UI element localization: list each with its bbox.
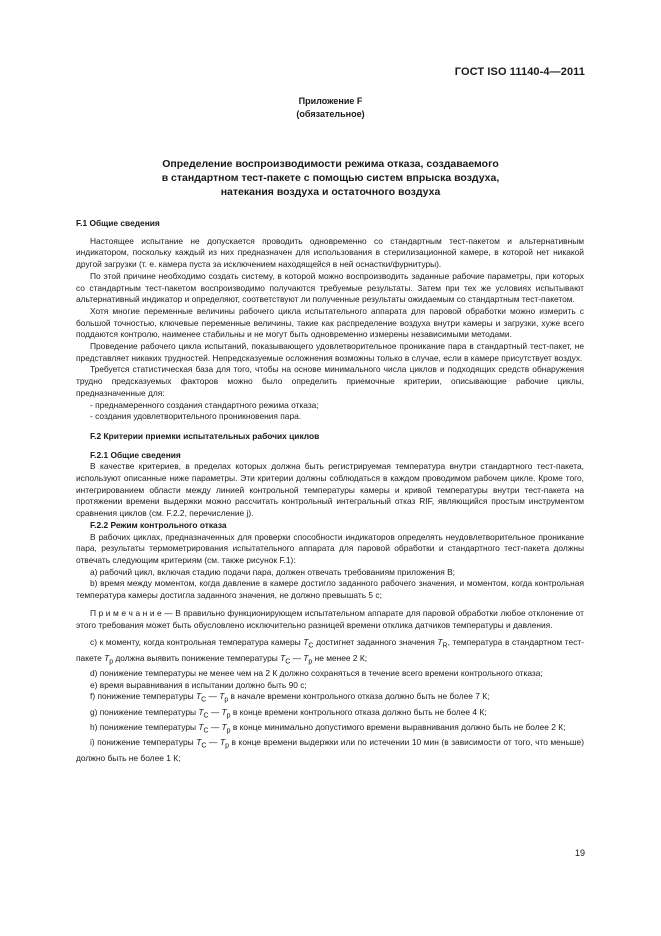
paragraph: В качестве критериев, в пределах которых должна быть регистрируемая температура внутри стандартного тест-пакета, используют описанные ниже параметры. Эти критерии должны соблюдаться в каждом проводимом рабочем цикле. Кроме того, интегрированием области между линией контрольной температуры камеры и кривой температуры внутри тест-пакета на протяжении времени выдержки можно рассчитать контрольный интегральный отказ RIF, являющийся простым инструментом сравнения циклов (см. F.2.2, перечисление j). xyxy=(76,461,584,519)
note-text: — В правильно функционирующем испытательном аппарате для паровой обработки любое отклонение от этого требования может быть обусловлено исключительно разницей времени отклика датчиков температуры и давления. xyxy=(76,607,584,630)
document-code: ГОСТ ISO 11140-4—2011 xyxy=(454,66,585,78)
paragraph: В рабочих циклах, предназначенных для проверки способности индикаторов определять неудовлетворительное проникание пара, результаты термометрирования испытательного аппарата для паровой обработки и стандартного тест-пакета должны отвечать следующим критериям (см. также рисунок F.1): xyxy=(76,531,584,565)
document-body xyxy=(76,218,584,765)
list-item-h: h) понижение температуры $T_C$ — $T_p$ в конце минимально допустимого времени выравнивания должно быть не более 2 К; xyxy=(90,722,566,735)
title-line: натекания воздуха и остаточного воздуха xyxy=(220,186,441,198)
list-item-e: e) время выравнивания в испытании должно быть 90 с; xyxy=(90,679,307,690)
list-item-c: c) к моменту, когда контрольная температура камеры $T_C$ достигнет заданного значения $T_R$, температура в стандартном тест-пакете $T_p$ должна выявить понижение температуры $T_C$ — $T_p$ не менее 2 К; xyxy=(76,637,585,666)
paragraph: Настоящее испытание не допускается проводить одновременно со стандартным тест-пакетом и альтернативным индикатором, поскольку каждый из них предназначен для использования в стерилизационной камере, в которой нет никакой другой загрузки (т. е. камера пуста за исключением находящейся в ней оснастки/фурнитуры). xyxy=(76,235,584,270)
section-heading-f2-1: F.2.1 Общие сведения xyxy=(90,449,181,460)
annex-status: (обязательное) xyxy=(296,109,365,119)
page-number: 19 xyxy=(574,848,585,858)
section-heading-f2: F.2 Критерии приемки испытательных рабочих циклов xyxy=(90,430,320,441)
list-item-f: f) понижение температуры $T_C$ — $T_p$ в начале времени контрольного отказа должно быть не более 7 К; xyxy=(90,691,490,705)
note xyxy=(76,608,584,631)
section-heading-f2-2: F.2.2 Режим контрольного отказа xyxy=(90,519,227,530)
list-item: - создания удовлетворительного проникновения пара. xyxy=(90,411,302,422)
section-heading-f1: F.1 Общие сведения xyxy=(76,218,160,228)
list-item-a: a) рабочий цикл, включая стадию подачи пара, должен отвечать требованиям приложения B; xyxy=(90,566,455,577)
list-item-i: i) понижение температуры $T_C$ — $T_p$ в конце времени выдержки или по истечении 10 мин (в зависимости от того, что меньше) должно быть не более 1 К; xyxy=(76,737,584,763)
annex-title xyxy=(0,157,661,199)
title-line: Определение воспроизводимости режима отказа, создаваемого xyxy=(162,158,499,170)
list-item-b: b) время между моментом, когда давление в камере достигло заданного рабочего значения, и моментом, когда контрольная температура камеры достигла заданного значения, не должно превышать 5 с; xyxy=(76,578,584,601)
paragraph: Хотя многие переменные величины рабочего цикла испытательного аппарата для паровой обработки можно измерить с большой точностью, ключевые переменные величины, такие как распределение воздуха внутри камеры и загрузки, хуже всего поддаются контролю, наименее стабильны и не могут быть одновременно измерены независимыми методами. xyxy=(76,305,584,340)
paragraph: Проведение рабочего цикла испытаний, показывающего удовлетворительное проникание пара в стандартный тест-пакет, не представляет никаких трудностей. Непредсказуемые осложнения возможны только в случае, если в камере присутствует воздух. xyxy=(76,341,584,363)
list-item-d: d) понижение температуры не менее чем на 2 К должно сохраняться в течение всего времени контрольного отказа; xyxy=(90,667,543,678)
note-label: П р и м е ч а н и е xyxy=(90,607,162,618)
paragraph: Требуется статистическая база для того, чтобы на основе минимального числа циклов и подходящих средств обнаружения трудно предсказуемых факторов можно было определить приемочные критерии, описывающие рабочие циклы, предназначенные для: xyxy=(76,364,584,398)
list-item: - преднамеренного создания стандартного режима отказа; xyxy=(90,399,319,410)
annex-label: Приложение F xyxy=(298,96,363,106)
list-item-g: g) понижение температуры $T_C$ — $T_p$ в конце времени контрольного отказа должно быть не более 4 К; xyxy=(90,706,487,720)
title-line: в стандартном тест-пакете с помощью систем впрыска воздуха, xyxy=(161,172,500,184)
paragraph: По этой причине необходимо создать систему, в которой можно воспроизводить заданные рабочие параметры, при которых со стандартным тест-пакетом воспроизводимо получаются требуемые результаты. Затем при тех же условиях испытывают альтернативный индикатор и определяют, соответствуют ли полученные результаты ожидаемым со стандартным тест-пакетом. xyxy=(76,270,584,305)
annex-heading xyxy=(0,95,661,121)
